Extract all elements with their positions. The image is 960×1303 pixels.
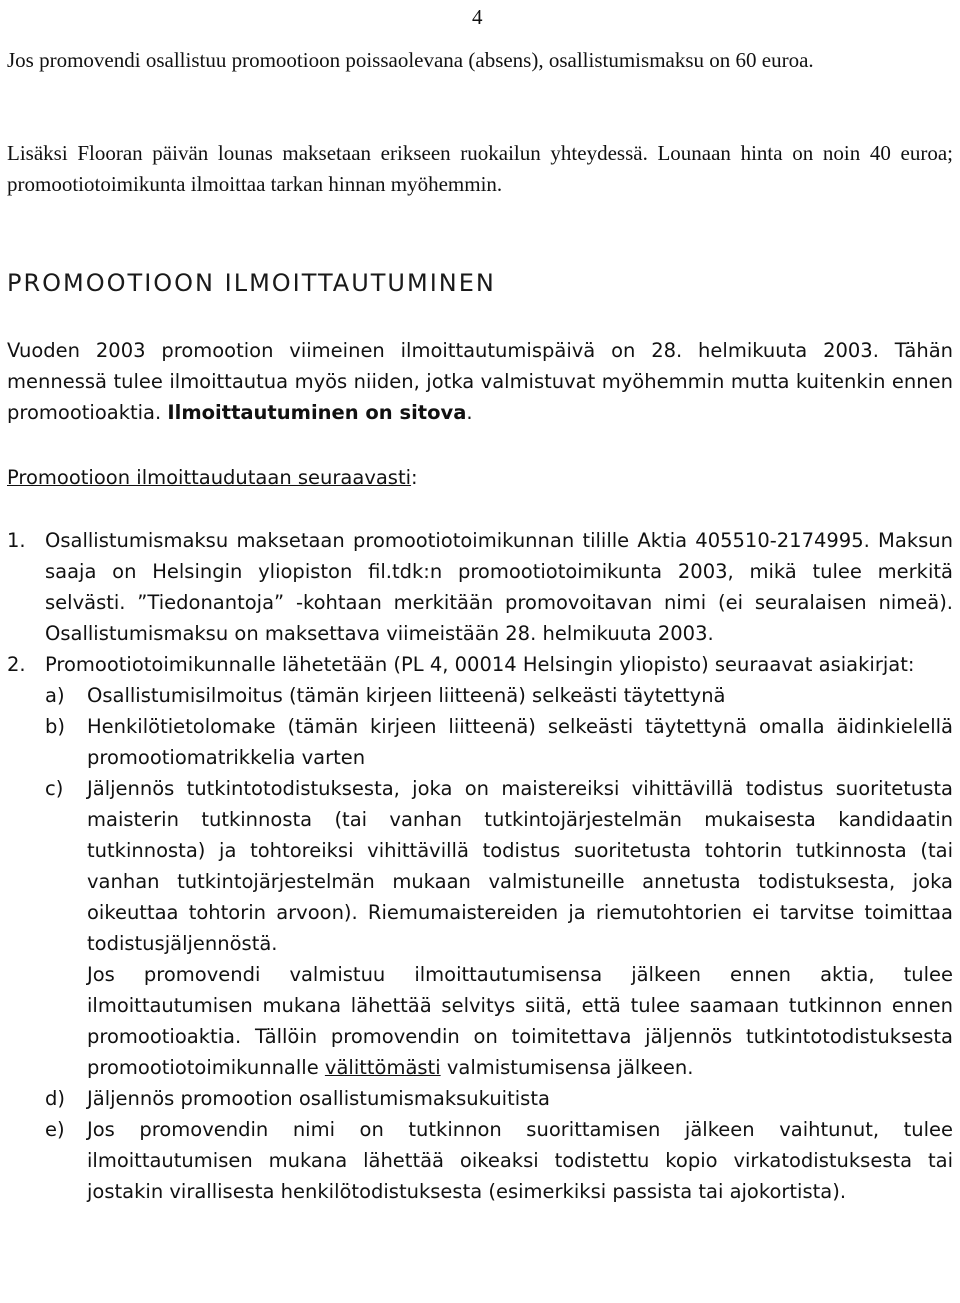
- sub-item-label: c): [45, 777, 64, 800]
- binding-notice: Ilmoittautuminen on sitova: [167, 401, 467, 424]
- deadline-paragraph: [7, 335, 953, 428]
- sub-item-label: a): [45, 684, 65, 707]
- registration-steps-list: [7, 525, 953, 1207]
- sub-item-text: Jäljennös tutkintotodistuksesta, joka on maistereiksi vihittävillä todistus suoritetusta maisterin tutkinnosta (tai vanhan tutkintojärjestelmän mukaisesta kandidaatin tutkinnosta) ja tohtoreiksi vihittävillä todistus suoritetusta tohtorin tutkinnosta (tai vanhan tutkintojärjestelmän mukaan valmistuneille annetusta todistuksesta, joka oikeuttaa tohtorin arvoon). Riemumaistereiden ja riemutohtorien ei tarvitse toimittaa todistusjäljennöstä.: [87, 777, 953, 955]
- list-item: [7, 525, 953, 649]
- documents-intro: Promootiotoimikunnalle lähetetään (PL 4, 00014 Helsingin yliopisto) seuraavat asiakirjat:: [45, 653, 915, 676]
- sub-item: [7, 1083, 953, 1114]
- sub-item-text: Jäljennös promootion osallistumismaksukuitista: [87, 1087, 550, 1110]
- list-item: [7, 649, 953, 680]
- sub-item-label: b): [45, 715, 65, 738]
- sub-item: [7, 1114, 953, 1207]
- section-heading: PROMOOTIOON ILMOITTAUTUMINEN: [7, 269, 496, 297]
- absens-fee-paragraph: Jos promovendi osallistuu promootioon poissaolevana (absens), osallistumismaksu on 60 euroa.: [7, 48, 814, 72]
- sub-item-text: Henkilötietolomake (tämän kirjeen liitteenä) selkeästi täytettynä omalla äidinkielellä promootiomatrikkelia varten: [87, 715, 953, 769]
- sub-item: [7, 773, 953, 959]
- sub-item-note: [7, 959, 953, 1083]
- list-item-number: 1.: [7, 529, 26, 552]
- deadline-end: .: [466, 401, 473, 424]
- note-emphasis: välittömästi: [324, 1056, 441, 1079]
- note-text: Jos promovendi valmistuu ilmoittautumisensa jälkeen ennen aktia, tulee ilmoittautumisen mukana lähettää selvitys siitä, että tulee saamaan tutkinnon ennen promootioaktia. Tällöin promovendin on toimitettava jäljennös tutkintotodistuksesta promootiotoimikunnalle: [87, 963, 953, 1079]
- lunch-paragraph: Lisäksi Flooran päivän lounas maksetaan erikseen ruokailun yhteydessä. Lounaan hinta on noin 40 euroa; promootiotoimikunta ilmoittaa tarkan hinnan myöhemmin.: [7, 141, 953, 196]
- deadline-text: Vuoden 2003 promootion viimeinen ilmoittautumispäivä on 28. helmikuuta 2003. Tähän mennessä tulee ilmoittautua myös niiden, jotka valmistuvat myöhemmin mutta kuitenkin ennen promootioaktia.: [7, 339, 953, 424]
- list-item-number: 2.: [7, 653, 26, 676]
- sub-item: [7, 680, 953, 711]
- page-number: 4: [472, 5, 483, 29]
- note-text-end: valmistumisensa jälkeen.: [440, 1056, 694, 1079]
- sub-item-text: Osallistumisilmoitus (tämän kirjeen liitteenä) selkeästi täytettynä: [87, 684, 726, 707]
- sub-item: [7, 711, 953, 773]
- payment-instructions: Osallistumismaksu maksetaan promootiotoimikunnan tilille Aktia 405510-2174995. Maksun saaja on Helsingin yliopiston fil.tdk:n promootiotoimikunta 2003, mikä tulee merkitä selvästi. ”Tiedonantoja” -kohtaan merkitään promovoitavan nimi (ei seuralaisen nimeä). Osallistumismaksu on maksettava viimeistään 28. helmikuuta 2003.: [45, 529, 953, 645]
- sub-item-label: e): [45, 1118, 65, 1141]
- registration-subheading: [7, 462, 953, 493]
- sub-item-label: d): [45, 1087, 65, 1110]
- subheading-colon: :: [411, 466, 418, 489]
- sub-item-text: Jos promovendin nimi on tutkinnon suorittamisen jälkeen vaihtunut, tulee ilmoittautumisen mukana lähettää oikeaksi todistettu kopio virkatodistuksesta tai jostakin virallisesta henkilötodistuksesta (esimerkiksi passista tai ajokortista).: [87, 1118, 953, 1203]
- subheading-text: Promootioon ilmoittaudutaan seuraavasti: [7, 466, 412, 489]
